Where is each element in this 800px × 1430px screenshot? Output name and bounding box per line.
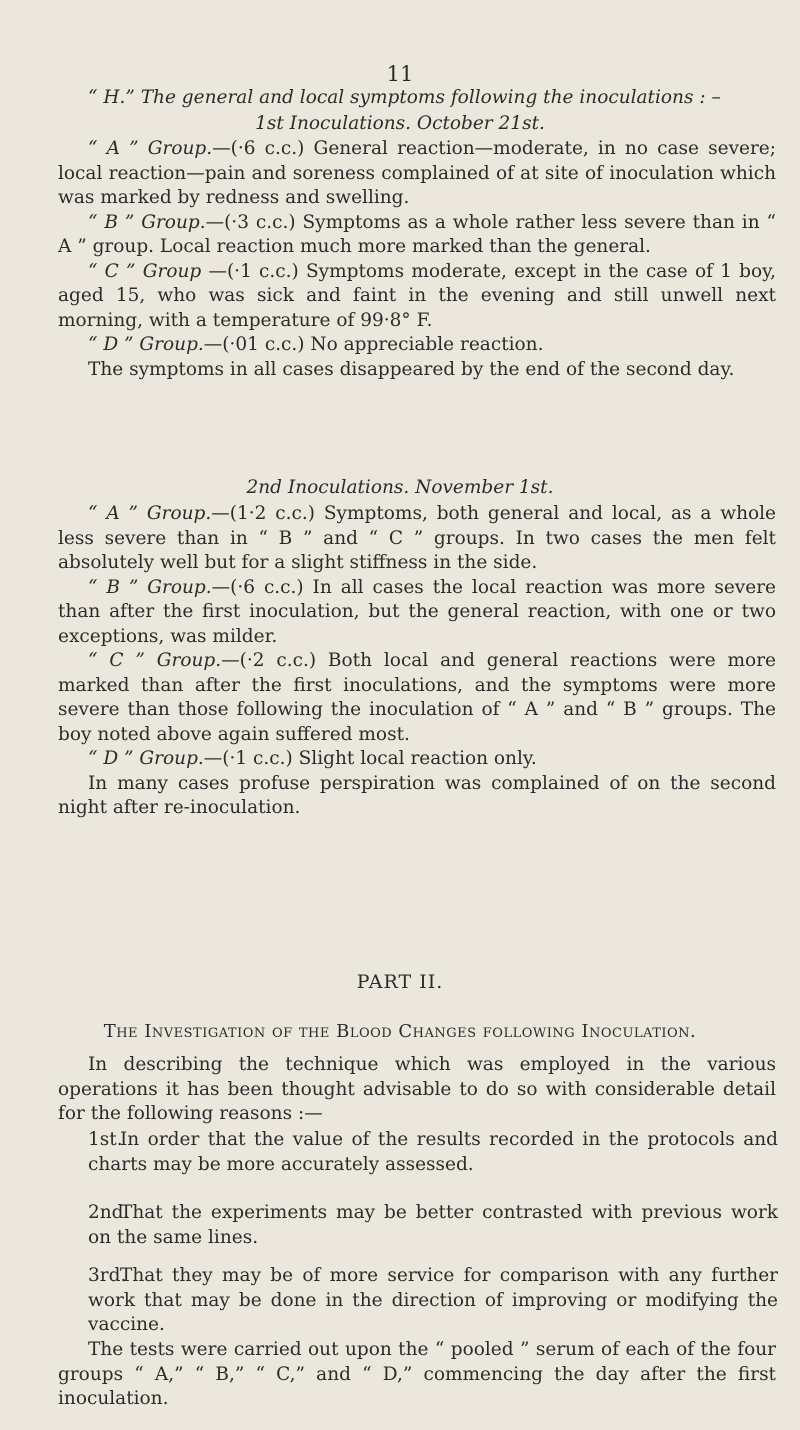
section-h-heading	[88, 86, 778, 111]
reason-label: 1st.	[88, 1129, 123, 1150]
reason-text: In order that the value of the results recorded in the protocols and charts may be more accurately assessed.	[88, 1129, 778, 1175]
first-inoculations-body	[58, 137, 776, 382]
reason-item	[88, 1201, 778, 1250]
section-h-mark: “ H.”	[88, 87, 135, 108]
first-group-c: “ C ” Group —(·1 c.c.) Symptoms moderate, except in the case of 1 boy, aged 15, who was sick and faint in the evening and still unwell next morning, with a temperature of 99·8° F.	[58, 260, 776, 331]
first-group-a: “ A ” Group.—(·6 c.c.) General reaction—moderate, in no case severe; local reaction—pain and soreness complained of at site of inoculation which was marked by redness and swelling.	[58, 138, 776, 208]
reason-text: That they may be of more service for comparison with any further work that may be done in the direction of improving or modifying the vaccine.	[88, 1265, 778, 1335]
reason-item	[88, 1264, 778, 1338]
reason-label: 3rd.	[88, 1265, 127, 1286]
first-inoculations-title: 1st Inoculations. October 21st.	[255, 113, 545, 134]
part-intro: In describing the technique which was employed in the various operations it has been thought advisable to do so with considerable detail for the following reasons :—	[58, 1054, 776, 1124]
part-section-title: The Investigation of the Blood Changes following Inoculation.	[103, 1021, 697, 1042]
second-summary: In many cases profuse perspiration was complained of on the second night after re-inoculation.	[58, 772, 776, 818]
section-h-title: The general and local symptoms following the inoculations : –	[140, 87, 721, 108]
first-group-d: “ D ” Group.—(·01 c.c.) No appreciable reaction.	[88, 334, 544, 355]
part-closing: The tests were carried out upon the “ pooled ” serum of each of the four groups “ A,” “ B,” “ C,” and “ D,” commencing the day after the first inoculation.	[58, 1339, 776, 1409]
second-inoculations-title: 2nd Inoculations. November 1st.	[246, 477, 554, 498]
first-summary: The symptoms in all cases disappeared by the end of the second day.	[88, 358, 735, 380]
second-group-d: “ D ” Group.—(·1 c.c.) Slight local reaction only.	[88, 748, 537, 769]
reason-item	[88, 1128, 778, 1177]
reason-label: 2nd.	[88, 1202, 130, 1223]
second-group-c: “ C ” Group.—(·2 c.c.) Both local and general reactions were more marked than after the first inoculations, and the symptoms were more severe than those following the inoculation of “ A ” and “ B ” groups. The boy noted above again suffered most.	[58, 650, 776, 745]
second-inoculations-body	[58, 502, 776, 821]
page-number: 11	[386, 62, 414, 86]
first-group-b: “ B ” Group.—(·3 c.c.) Symptoms as a whole rather less severe than in “ A ” group. Local reaction much more marked than the general.	[58, 211, 776, 257]
reason-text: That the experiments may be better contrasted with previous work on the same lines.	[88, 1202, 778, 1248]
part-title: PART II.	[356, 971, 444, 993]
second-group-b: “ B ” Group.—(·6 c.c.) In all cases the local reaction was more severe than after the first inoculation, but the general reaction, with one or two exceptions, was milder.	[58, 576, 776, 647]
second-group-a: “ A ” Group.—(1·2 c.c.) Symptoms, both general and local, as a whole less severe than in “ B ” and “ C ” groups. In two cases the men felt absolutely well but for a slight stiffness in the side.	[58, 503, 776, 573]
